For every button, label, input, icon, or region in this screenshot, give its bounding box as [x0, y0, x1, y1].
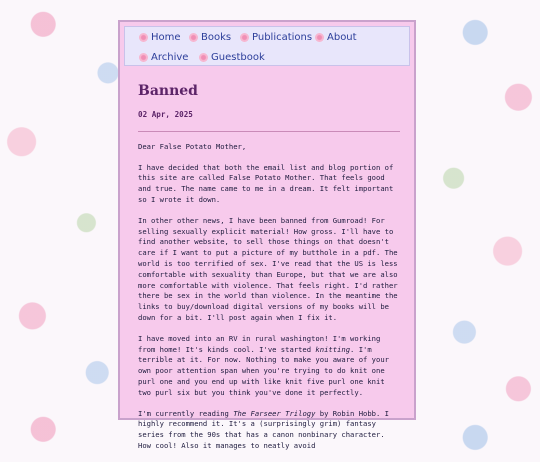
text-segment: I have moved into an RV in rural washington! I'm working from home! It's kinds cool. I've started [138, 333, 381, 354]
flower-icon [240, 33, 249, 42]
flower-icon [189, 33, 198, 42]
nav-home-link[interactable] [139, 32, 181, 43]
emphasis-text: knitting [315, 344, 351, 354]
nav-guestbook-label: Guestbook [211, 52, 265, 63]
nav-bar [124, 26, 410, 66]
post-greeting: Dear False Potato Mother, [138, 141, 247, 151]
nav-home-label: Home [151, 32, 181, 43]
nav-books-link[interactable] [189, 32, 231, 43]
post-paragraph: In other other news, I have been banned from Gumroad! For selling sexually explicit material! How gross. I'll have to find another website, to sell those things on that doesn't care if I want to put a picture of my butthole in a pdf. The world is too terrified of sex. I've read that the US is less comfortable with sexuality than Europe, but that we are also more comfortable with violence. That feels right. I'd rather there be sex in the world than violence. In the meantime the links to buy/download digital versions of my books will be down for a bit. I'll post again when I fix it. [138, 215, 398, 322]
text-segment: I'm currently reading [138, 408, 234, 418]
book-title: The Farseer Trilogy [233, 408, 316, 418]
flower-icon [315, 33, 324, 42]
divider [138, 131, 400, 132]
main-container [118, 20, 416, 450]
text-segment: . I'm terrible at it. For now. Nothing to make you aware of your own poor attention span when you're trying to do knit one purl one and you end up with like knit five purl one knit two purl six but you think you've done it perfectly. [138, 344, 389, 397]
nav-archive-label: Archive [151, 52, 189, 63]
nav-archive-link[interactable] [139, 52, 188, 63]
nav-publications-label: Publications [252, 32, 313, 43]
flower-icon [139, 33, 148, 42]
post-paragraph: I have decided that both the email list and blog portion of this site are called False Potato Mother. That feels good and true. The name came to me in a dream. It felt important so I wrote it down. [138, 162, 394, 204]
nav-guestbook-link[interactable] [199, 52, 265, 63]
post-paragraph [138, 409, 400, 452]
nav-publications-link[interactable] [240, 32, 312, 43]
flower-icon [139, 53, 148, 62]
text-segment: by Robin Hobb. I highly recommend it. It's a (surprisingly grim) fantasy series from the 90s that has a canon nonbinary character. How cool! Also it manages to neatly avoid [138, 408, 389, 450]
flower-icon [199, 53, 208, 62]
post-date: 02 Apr, 2025 [138, 110, 193, 119]
nav-books-label: Books [201, 32, 232, 43]
post-title: Banned [138, 83, 198, 99]
post-paragraph [138, 334, 400, 399]
nav-about-label: About [327, 32, 357, 43]
nav-about-link[interactable] [315, 32, 357, 43]
